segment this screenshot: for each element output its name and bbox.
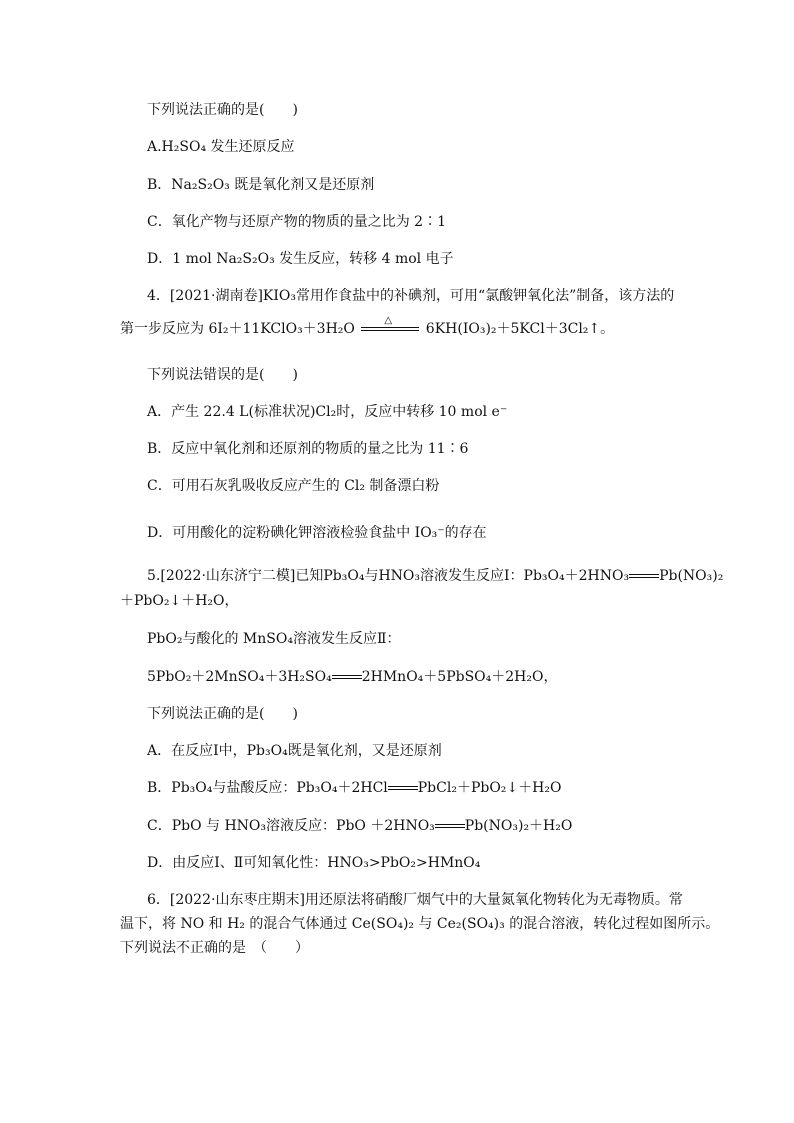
equals-sign bbox=[332, 673, 362, 681]
q5-stem-line3: PbO₂与酸化的 MnSO₄溶液发生反应Ⅱ： bbox=[147, 631, 401, 647]
q5-option-b-left: B．Pb₃O₄与盐酸反应：Pb₃O₄＋2HCl bbox=[147, 780, 388, 796]
q3-prompt: 下列说法正确的是( ) bbox=[147, 102, 298, 118]
equals-sign bbox=[629, 572, 659, 580]
q5-stem-line1 bbox=[147, 567, 723, 585]
equals-sign bbox=[388, 784, 418, 792]
q6-stem-line1: 6．[2022·山东枣庄期末]用还原法将硝酸厂烟气中的大量氮氧化物转化为无毒物质。常 bbox=[147, 892, 683, 908]
q5-option-c-right: Pb(NO₃)₂＋H₂O bbox=[464, 818, 573, 834]
q3-option-b: B．Na₂S₂O₃ 既是氧化剂又是还原剂 bbox=[147, 177, 375, 193]
q5-option-c bbox=[147, 817, 572, 835]
q5-option-b bbox=[147, 779, 561, 797]
q5-prompt: 下列说法正确的是( ) bbox=[147, 706, 298, 722]
q5-stem-line2: ＋PbO₂↓＋H₂O， bbox=[120, 593, 239, 609]
q4-equation-right: 6KH(IO₃)₂＋5KCl＋3Cl₂↑。 bbox=[425, 321, 615, 337]
q3-option-c: C．氧化产物与还原产物的物质的量之比为 2∶1 bbox=[147, 214, 446, 230]
q4-prompt: 下列说法错误的是( ) bbox=[147, 367, 298, 383]
q5-stem-line1-left: 5.[2022·山东济宁二模]已知Pb₃O₄与HNO₃溶液发生反应Ⅰ：Pb₃O₄＋2HNO₃ bbox=[147, 568, 630, 584]
q5-equation-2-left: 5PbO₂＋2MnSO₄＋3H₂SO₄ bbox=[147, 669, 332, 685]
q5-option-a: A．在反应Ⅰ中，Pb₃O₄既是氧化剂，又是还原剂 bbox=[147, 743, 442, 759]
q5-option-b-right: PbCl₂＋PbO₂↓＋H₂O bbox=[417, 780, 562, 796]
heated-equals-sign bbox=[361, 315, 419, 334]
q4-option-b: B．反应中氧化剂和还原剂的物质的量之比为 11∶6 bbox=[147, 441, 469, 457]
q5-equation-2-right: 2HMnO₄＋5PbSO₄＋2H₂O， bbox=[361, 669, 558, 685]
q5-option-d: D．由反应Ⅰ、Ⅱ可知氧化性：HNO₃>PbO₂>HMnO₄ bbox=[147, 855, 481, 871]
q3-option-a: A.H₂SO₄ 发生还原反应 bbox=[147, 139, 295, 155]
equals-sign bbox=[435, 822, 465, 830]
q4-equation-left: 第一步反应为 6I₂＋11KClO₃＋3H₂O bbox=[120, 321, 355, 337]
q5-equation-2 bbox=[147, 668, 557, 686]
q4-option-c: C．可用石灰乳吸收反应产生的 Cl₂ 制备漂白粉 bbox=[147, 478, 440, 494]
q6-stem-line3: 下列说法不正确的是 （ ） bbox=[120, 940, 309, 956]
q4-option-a: A．产生 22.4 L(标准状况)Cl₂时，反应中转移 10 mol e⁻ bbox=[147, 404, 508, 420]
q6-stem-line2: 温下，将 NO 和 H₂ 的混合气体通过 Ce(SO₄)₂ 与 Ce₂(SO₄)₃ 的混合溶液，转化过程如图所示。 bbox=[120, 916, 720, 932]
q4-stem-line1: 4．[2021·湖南卷]KIO₃常用作食盐中的补碘剂，可用“氯酸钾氧化法”制备，该方法的 bbox=[147, 288, 675, 304]
q5-option-c-left: C．PbO 与 HNO₃溶液反应：PbO ＋2HNO₃ bbox=[147, 818, 435, 834]
q3-option-d: D．1 mol Na₂S₂O₃ 发生反应，转移 4 mol 电子 bbox=[147, 251, 454, 267]
q5-stem-line1-right: Pb(NO₃)₂ bbox=[659, 568, 724, 584]
q4-stem-line2 bbox=[120, 315, 615, 338]
q4-option-d: D．可用酸化的淀粉碘化钾溶液检验食盐中 IO₃⁻的存在 bbox=[147, 525, 487, 541]
heat-symbol: △ bbox=[384, 315, 393, 326]
